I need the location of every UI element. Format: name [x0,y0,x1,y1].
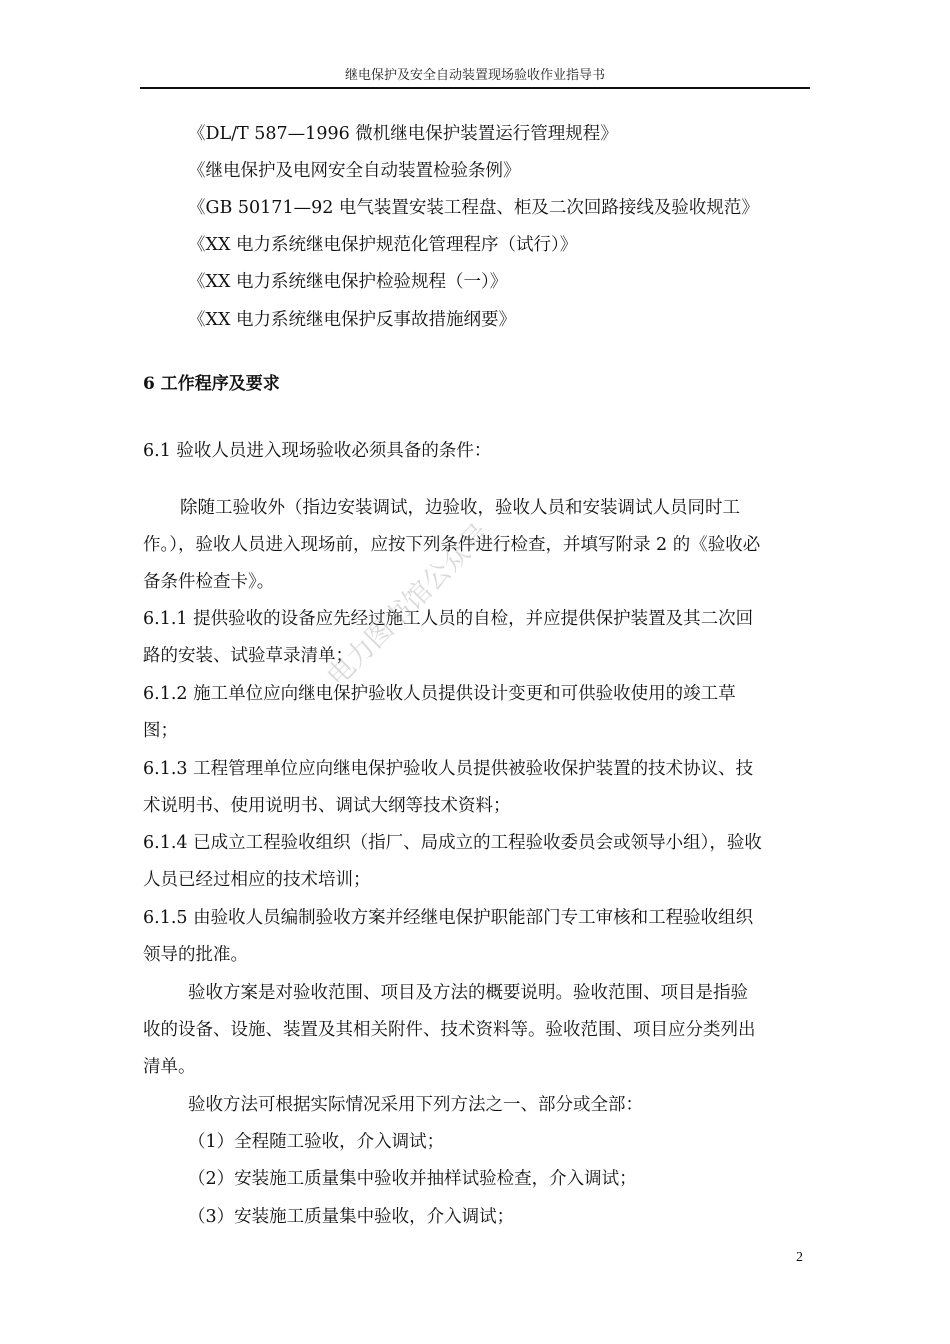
reference-item: 《继电保护及电网安全自动装置检验条例》 [188,161,521,181]
paragraph-line: 除随工验收外（指边安装调试，边验收，验收人员和安装调试人员同时工 [180,498,740,518]
reference-item: 《XX 电力系统继电保护检验规程（一）》 [188,272,508,292]
clause-line: 人员已经过相应的技术培训； [143,870,371,890]
paragraph-line: 收的设备、设施、装置及其相关附件、技术资料等。验收范围、项目应分类列出 [143,1020,756,1040]
page-number: 2 [796,1250,803,1265]
reference-item: 《XX 电力系统继电保护反事故措施纲要》 [188,310,516,330]
method-item: （3）安装施工质量集中验收，介入调试； [188,1207,515,1227]
clause-line: 图； [143,721,178,741]
header-divider [140,87,810,89]
clause-line: 领导的批准。 [143,945,248,965]
watermark: 电力图书馆公众号 [321,517,496,693]
paragraph-line: 清单。 [143,1057,196,1077]
methods-intro: 验收方法可根据实际情况采用下列方法之一、部分或全部： [188,1095,643,1115]
reference-item: 《GB 50171—92 电气装置安装工程盘、柜及二次回路接线及验收规范》 [188,198,759,218]
clause-line: 6.1.4 已成立工程验收组织（指厂、局成立的工程验收委员会或领导小组），验收 [143,833,762,853]
clause-line: 6.1.5 由验收人员编制验收方案并经继电保护职能部门专工审核和工程验收组织 [143,908,754,928]
reference-item: 《DL/T 587—1996 微机继电保护装置运行管理规程》 [188,124,618,144]
reference-item: 《XX 电力系统继电保护规范化管理程序（试行）》 [188,235,578,255]
clause-line: 6.1.1 提供验收的设备应先经过施工人员的自检，并应提供保护装置及其二次回 [143,609,754,629]
subsection-title: 6.1 验收人员进入现场验收必须具备的条件： [143,441,492,461]
paragraph-line: 备条件检查卡》。 [143,572,275,592]
clause-line: 6.1.3 工程管理单位应向继电保护验收人员提供被验收保护装置的技术协议、技 [143,759,754,779]
clause-line: 路的安装、试验草录清单； [143,646,353,666]
paragraph-line: 验收方案是对验收范围、项目及方法的概要说明。验收范围、项目是指验 [188,983,748,1003]
page-header: 继电保护及安全自动装置现场验收作业指导书 [344,68,605,83]
section-heading: 6 工作程序及要求 [143,374,280,394]
paragraph-line: 作。），验收人员进入现场前，应按下列条件进行检查，并填写附录 2 的《验收必 [143,535,761,555]
method-item: （1）全程随工验收，介入调试； [188,1132,445,1152]
clause-line: 术说明书、使用说明书、调试大纲等技术资料； [143,796,511,816]
method-item: （2）安装施工质量集中验收并抽样试验检查，介入调试； [188,1169,637,1189]
clause-line: 6.1.2 施工单位应向继电保护验收人员提供设计变更和可供验收使用的竣工草 [143,684,736,704]
